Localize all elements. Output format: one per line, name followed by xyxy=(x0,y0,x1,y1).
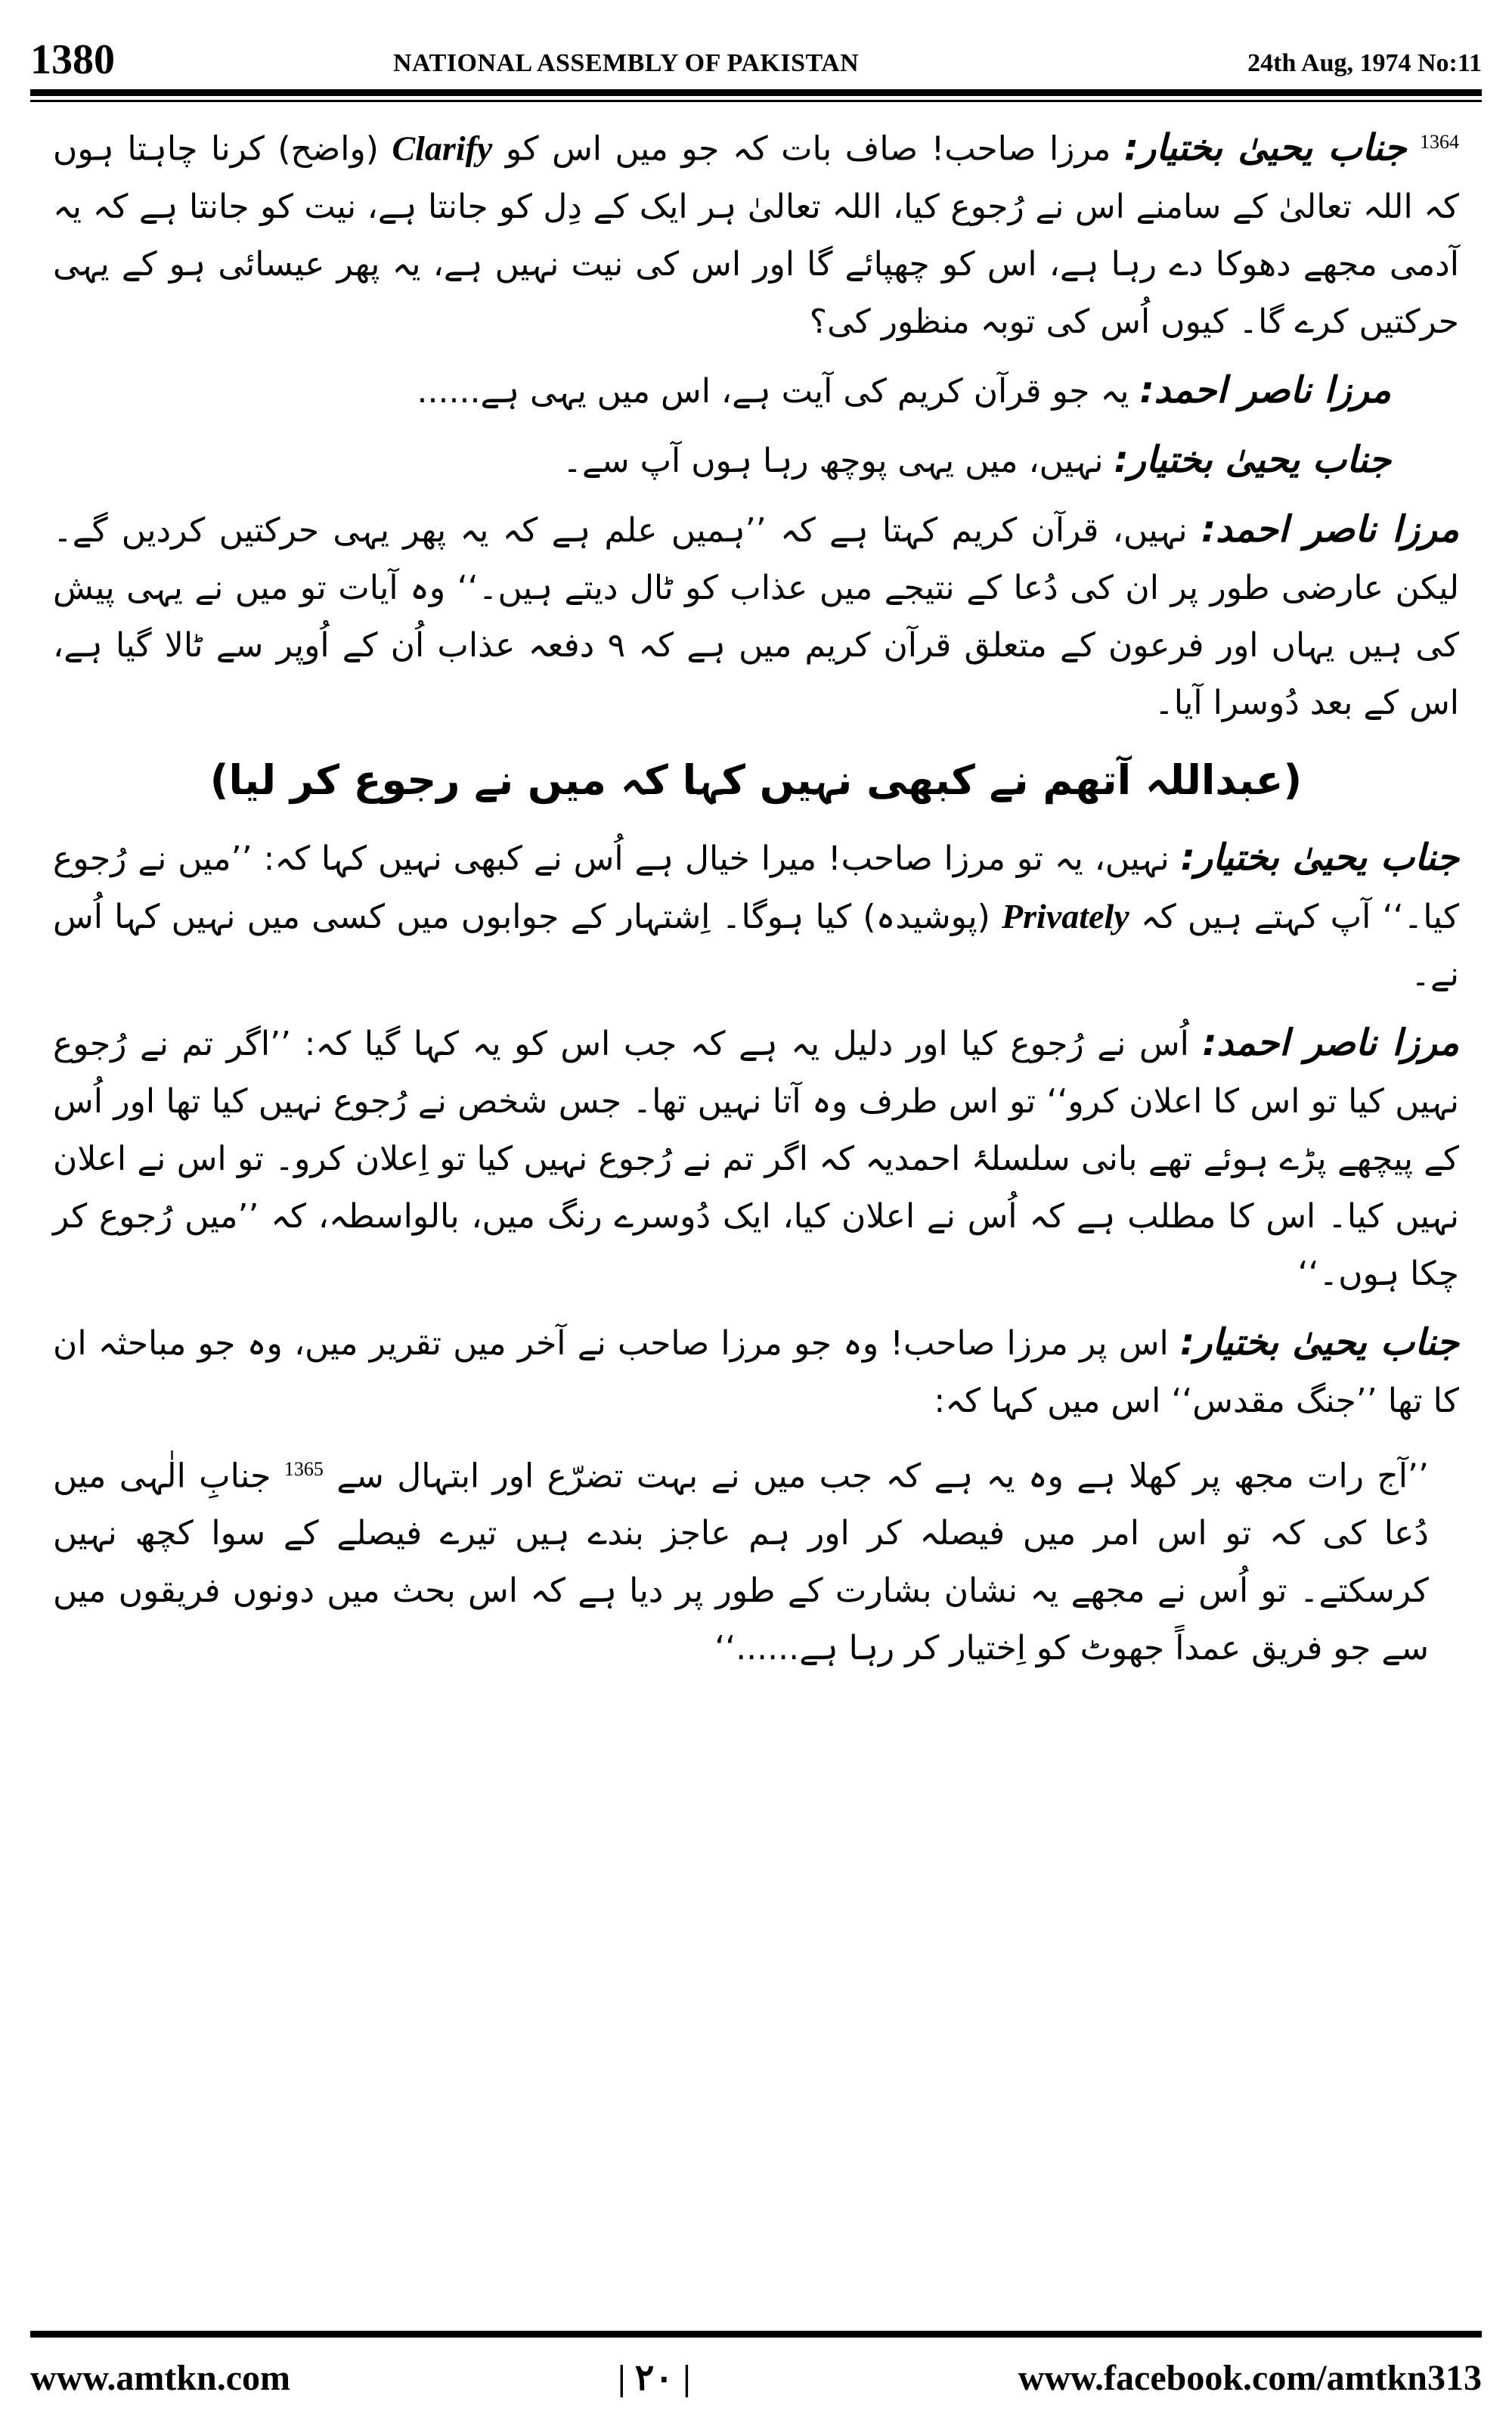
speaker-name: جناب یحییٰ بختیار: xyxy=(1179,1320,1459,1364)
header-rule-thin xyxy=(30,100,1482,102)
paragraph-text: اس پر مرزا صاحب! وہ جو مرزا صاحب نے آخر میں تقریر میں، وہ جو مباحثہ ان کا تھا ’’جنگ مقدس‘‘ اس میں کہا کہ: xyxy=(53,1323,1459,1420)
english-term: Clarify xyxy=(392,129,493,168)
speaker-name: جناب یحییٰ بختیار: xyxy=(1123,126,1407,169)
paragraph-6 xyxy=(53,1014,1459,1303)
header-date: 24th Aug, 1974 No:11 xyxy=(1247,49,1482,77)
paragraph-text: (پوشیدہ) کیا ہوگا۔ اِشتہار کے جوابوں میں کسی میں نہیں کہا اُس نے۔ xyxy=(53,897,1459,994)
reference-number: 1365 xyxy=(284,1457,324,1480)
page-number: 1380 xyxy=(30,36,115,83)
footer-website-link[interactable]: www.amtkn.com xyxy=(30,2358,290,2398)
paragraph-1 xyxy=(53,113,1459,351)
footer-rule xyxy=(30,2331,1482,2338)
speaker-name: مرزا ناصر احمد: xyxy=(1139,368,1391,411)
footer-facebook-link[interactable]: www.facebook.com/amtkn313 xyxy=(1018,2358,1482,2398)
paragraph-5 xyxy=(53,829,1459,1004)
paragraph-text: نہیں، یہ تو مرزا صاحب! میرا خیال ہے اُس نے کبھی نہیں کہا کہ: ’’میں نے رُجوع کیا۔‘‘ آپ کہتے ہیں کہ xyxy=(53,839,1460,936)
quotation xyxy=(53,1441,1459,1678)
speaker-name: جناب یحییٰ بختیار: xyxy=(1114,438,1391,481)
header-rule xyxy=(30,89,1482,96)
paragraph-4 xyxy=(53,501,1459,732)
speaker-name: جناب یحییٰ بختیار: xyxy=(1180,836,1459,879)
header-title: NATIONAL ASSEMBLY OF PAKISTAN xyxy=(393,49,860,77)
paragraph-3 xyxy=(53,431,1459,490)
page-footer xyxy=(30,2352,1482,2405)
speaker-name: مرزا ناصر احمد: xyxy=(1201,507,1459,551)
paragraph-text: نہیں، میں یہی پوچھ رہا ہوں آپ سے۔ xyxy=(562,441,1104,480)
paragraph-2 xyxy=(53,361,1459,420)
paragraph-text: اُس نے رُجوع کیا اور دلیل یہ ہے کہ جب اس کو یہ کہا گیا کہ: ’’اگر تم نے رُجوع نہیں کیا تو اس کا اعلان کرو‘‘ تو اس طرف وہ آتا نہیں تھا۔ جس شخص نے رُجوع نہیں کیا تھا اور اُس کے پیچھے پڑے ہوئے تھے بانی سلسلۂ احمدیہ کہ اگر تم نے رُجوع نہیں کیا تو اِعلان کرو۔ تو اس نے اعلان نہیں کیا۔ اس کا مطلب ہے کہ اُس نے اعلان کیا، ایک دُوسرے رنگ میں، بالواسطہ، کہ ’’میں رُجوع کر چکا ہوں۔‘‘ xyxy=(53,1024,1459,1293)
reference-number: 1364 xyxy=(1419,131,1459,153)
paragraph-text: نہیں، قرآن کریم کہتا ہے کہ ’’ہمیں علم ہے کہ یہ پھر یہی حرکتیں کردیں گے۔ لیکن عارضی طور پر ان کی دُعا کے نتیجے میں عذاب کو ٹال دیتے ہیں۔‘‘ وہ آیات تو میں نے یہی پیش کی ہیں یہاں اور فرعون کے متعلق قرآن کریم میں ہے کہ ۹ دفعہ عذاب اُن کے اُوپر سے ٹالا گیا ہے، اس کے بعد دُوسرا آیا۔ xyxy=(53,510,1459,722)
quote-text: جنابِ الٰہی میں دُعا کی کہ تو اس امر میں فیصلہ کر اور ہم عاجز بندے ہیں تیرے فیصلے کے سوا کچھ نہیں کرسکتے۔ تو اُس نے مجھے یہ نشان بشارت کے طور پر دیا ہے کہ اس بحث میں دونوں فریقوں میں سے جو فریق عمداً جھوٹ کو اِختیار کر رہا ہے......‘‘ xyxy=(53,1457,1429,1668)
page-body xyxy=(53,113,1459,2269)
english-term: Privately xyxy=(1002,896,1129,935)
page-header xyxy=(30,33,1482,86)
paragraph-7 xyxy=(53,1314,1459,1430)
section-heading: (عبداللہ آتھم نے کبھی نہیں کہا کہ میں نے رجوع کر لیا) xyxy=(209,755,1303,804)
paragraph-text: (واضح) کرنا چاہتا ہوں کہ اللہ تعالیٰ کے سامنے اس نے رُجوع کیا، اللہ تعالیٰ ہر ایک کے دِل کو جانتا ہے، نیت کو جانتا ہے کہ یہ آدمی مجھے دھوکا دے رہا ہے، اس کو چھپائے گا اور اس کی نیت نہیں ہے، یہ پھر عیسائی ہو کے یہی حرکتیں کرے گا۔ کیوں اُس کی توبہ منظور کی؟ xyxy=(53,129,1459,341)
speaker-name: مرزا ناصر احمد: xyxy=(1202,1021,1459,1064)
quote-text: ’’آج رات مجھ پر کھلا ہے وہ یہ ہے کہ جب میں نے بہت تضرّع اور ابتہال سے xyxy=(336,1457,1429,1496)
paragraph-text: یہ جو قرآن کریم کی آیت ہے، اس میں یہی ہے...... xyxy=(417,371,1129,411)
paragraph-text: مرزا صاحب! صاف بات کہ جو میں اس کو xyxy=(505,129,1111,169)
footer-page-number: | ۲۰ | xyxy=(617,2358,691,2398)
